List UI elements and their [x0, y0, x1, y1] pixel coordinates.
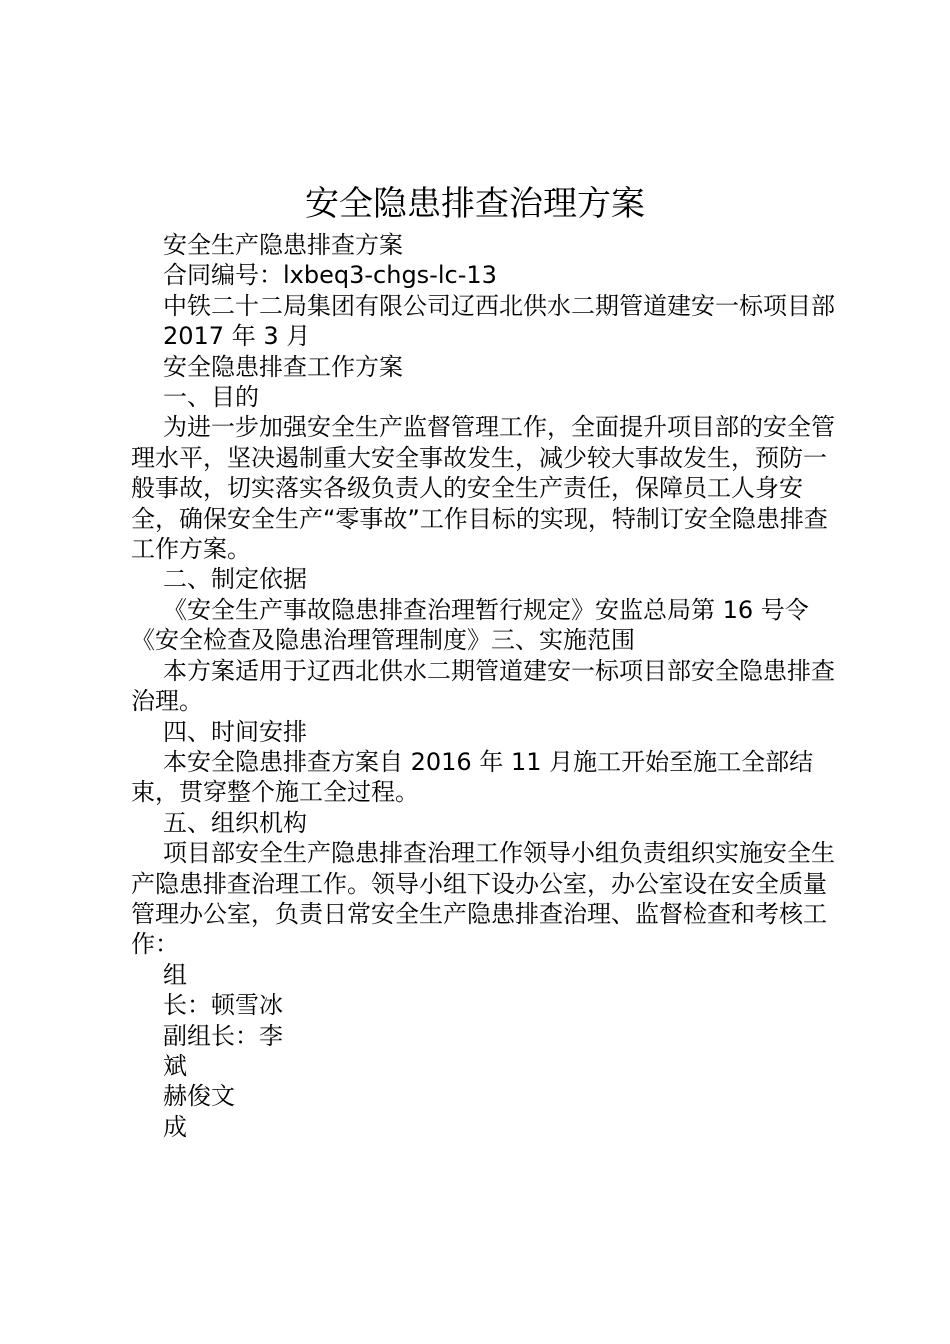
document-title: 安全隐患排查治理方案	[305, 184, 645, 224]
paragraph: 组	[163, 960, 187, 989]
paragraph: 项目部安全生产隐患排查治理工作领导小组负责组织实施安全生产隐患排查治理工作。领导小组下设办公室，办公室设在安全质量管理办公室，负责日常安全生产隐患排查治理、监督检查和考核工作：	[131, 839, 835, 959]
document-date: 2017 年 3 月	[163, 322, 311, 351]
paragraph: 《安全生产事故隐患排查治理暂行规定》安监总局第 16 号令《安全检查及隐患治理管理制度》三、实施范围	[131, 595, 809, 655]
section-heading: 安全隐患排查工作方案	[163, 352, 403, 381]
paragraph: 长：顿雪冰	[163, 991, 283, 1020]
paragraph: 斌	[163, 1051, 187, 1080]
paragraph: 赫俊文	[163, 1082, 235, 1111]
paragraph: 为进一步加强安全生产监督管理工作，全面提升项目部的安全管理水平，坚决遏制重大安全事故发生，减少较大事故发生，预防一般事故，切实落实各级负责人的安全生产责任，保障员工人身安全，确保安全生产“零事故”工作目标的实现，特制订安全隐患排查工作方案。	[131, 413, 835, 564]
section-heading: 四、时间安排	[163, 717, 307, 746]
paragraph: 本安全隐患排查方案自 2016 年 11 月施工开始至施工全部结束，贯穿整个施工全过程。	[131, 747, 814, 807]
company-name: 中铁二十二局集团有限公司辽西北供水二期管道建安一标项目部	[163, 291, 835, 320]
paragraph: 副组长：李	[163, 1021, 283, 1050]
section-heading: 五、组织机构	[163, 808, 307, 837]
paragraph: 本方案适用于辽西北供水二期管道建安一标项目部安全隐患排查治理。	[131, 656, 835, 716]
section-heading: 二、制定依据	[163, 565, 307, 594]
section-heading: 一、目的	[163, 383, 259, 412]
contract-number: 合同编号：lxbeq3-chgs-lc-13	[163, 261, 497, 290]
paragraph: 安全生产隐患排查方案	[163, 231, 403, 259]
document-body	[131, 230, 836, 1142]
paragraph: 成	[163, 1112, 187, 1141]
